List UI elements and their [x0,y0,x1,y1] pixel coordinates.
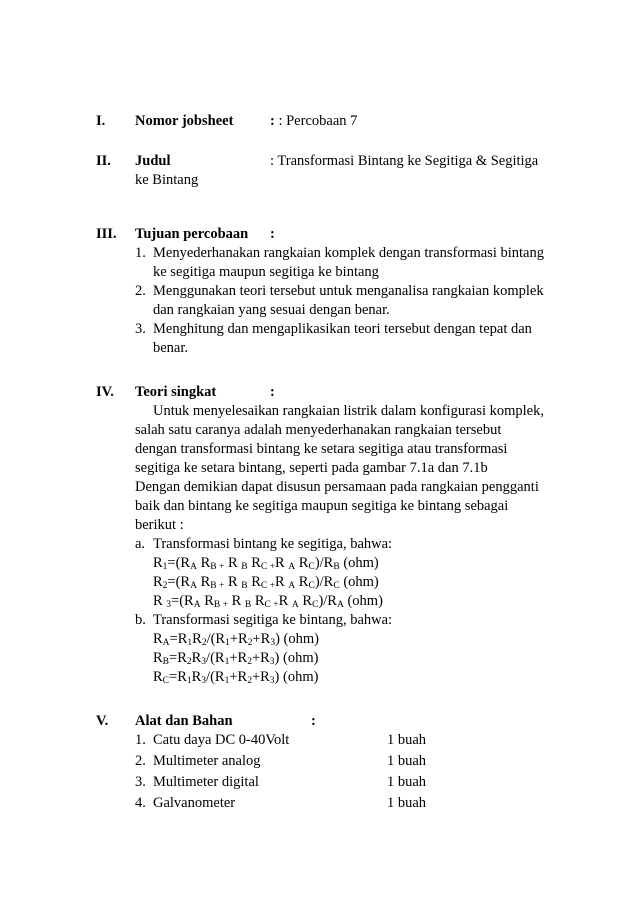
equipment-qty: 1 buah [387,753,427,769]
jobsheet-value: : Percobaan 7 [278,113,358,129]
sublist-label-b: b. [135,612,146,628]
equipment-qty: 1 buah [387,795,427,811]
section-label: Teori singkat [135,384,217,400]
title-value: : Transformasi Bintang ke Segitiga & Segitiga [270,153,539,169]
formula-ra: $R_A=R_1R_2/(R_1+R_2+R_3)$ (ohm) [153,631,319,648]
sublist-label-a: a. [135,536,146,552]
paragraph-line: Dengan demikian dapat disusun persamaan pada rangkaian pengganti [135,479,539,495]
section-number: V. [96,713,109,729]
section-colon: : [311,713,316,729]
list-number: 2. [135,283,146,299]
list-number: 3. [135,321,146,337]
sublist-title-b: Transformasi segitiga ke bintang, bahwa: [153,612,393,628]
list-item-cont: benar. [153,340,189,356]
section-colon: : [270,384,275,400]
formula-r1: $R_1=(R_A$ $R_{B +}$ R $_B$ $R_{C +}R$ $_A$ $R_C)/R_B$ (ohm) [153,555,379,572]
title-continuation: ke Bintang [135,172,199,188]
paragraph-line: berikut : [135,517,184,533]
sublist-title-a: Transformasi bintang ke segitiga, bahwa: [153,536,393,552]
paragraph-line: salah satu caranya adalah menyederhanakan rangkaian tersebut [135,422,502,438]
section-number: II. [96,153,111,169]
equipment-name: Catu daya DC 0-40Volt [153,732,290,748]
section-number: IV. [96,384,114,400]
list-item: Menyederhanakan rangkaian komplek dengan transformasi bintang [153,245,544,261]
section-number: III. [96,226,117,242]
paragraph-line: baik dan bintang ke segitiga maupun segitiga ke bintang sebagai [135,498,509,514]
equipment-number: 4. [135,795,146,811]
equipment-number: 1. [135,732,146,748]
equipment-name: Multimeter analog [153,753,261,769]
section-label: Tujuan percobaan [135,226,249,242]
formula-rb: $R_B=R_2R_3/(R_1+R_2+R_3)$ (ohm) [153,650,319,667]
equipment-qty: 1 buah [387,732,427,748]
equipment-qty: 1 buah [387,774,427,790]
list-item: Menghitung dan mengaplikasikan teori tersebut dengan tepat dan [153,321,532,337]
formula-r3: R $_3=(R_A$ $R_{B +}$ R $_B$ $R_{C +}R$ $_A$ $R_C)/R_A$ (ohm) [153,593,383,610]
section-label: Nomor jobsheet [135,113,234,129]
paragraph-line: Untuk menyelesaikan rangkaian listrik dalam konfigurasi komplek, [153,403,544,419]
equipment-name: Multimeter digital [153,774,259,790]
equipment-number: 2. [135,753,146,769]
list-item: Menggunakan teori tersebut untuk menganalisa rangkaian komplek [153,283,544,299]
equipment-number: 3. [135,774,146,790]
equipment-name: Galvanometer [153,795,236,811]
section-number: I. [96,113,106,129]
list-number: 1. [135,245,146,261]
section-label: Alat dan Bahan [135,713,233,729]
paragraph-line: dengan transformasi bintang ke setara segitiga atau transformasi [135,441,508,457]
list-item-cont: ke segitiga maupun segitiga ke bintang [153,264,379,280]
formula-r2: $R_2=(R_A$ $R_{B +}$ R $_B$ $R_{C +}R$ $_A$ $R_C)/R_C$ (ohm) [153,574,379,591]
formula-rc: $R_C=R_1R_3/(R_1+R_2+R_3)$ (ohm) [153,669,319,686]
section-colon: : [270,226,275,242]
section-value: : : Percobaan 7 [270,113,358,129]
paragraph-line: segitiga ke setara bintang, seperti pada gambar 7.1a dan 7.1b [135,460,488,476]
section-label: Judul [135,153,171,169]
list-item-cont: dan rangkaian yang sesuai dengan benar. [153,302,390,318]
